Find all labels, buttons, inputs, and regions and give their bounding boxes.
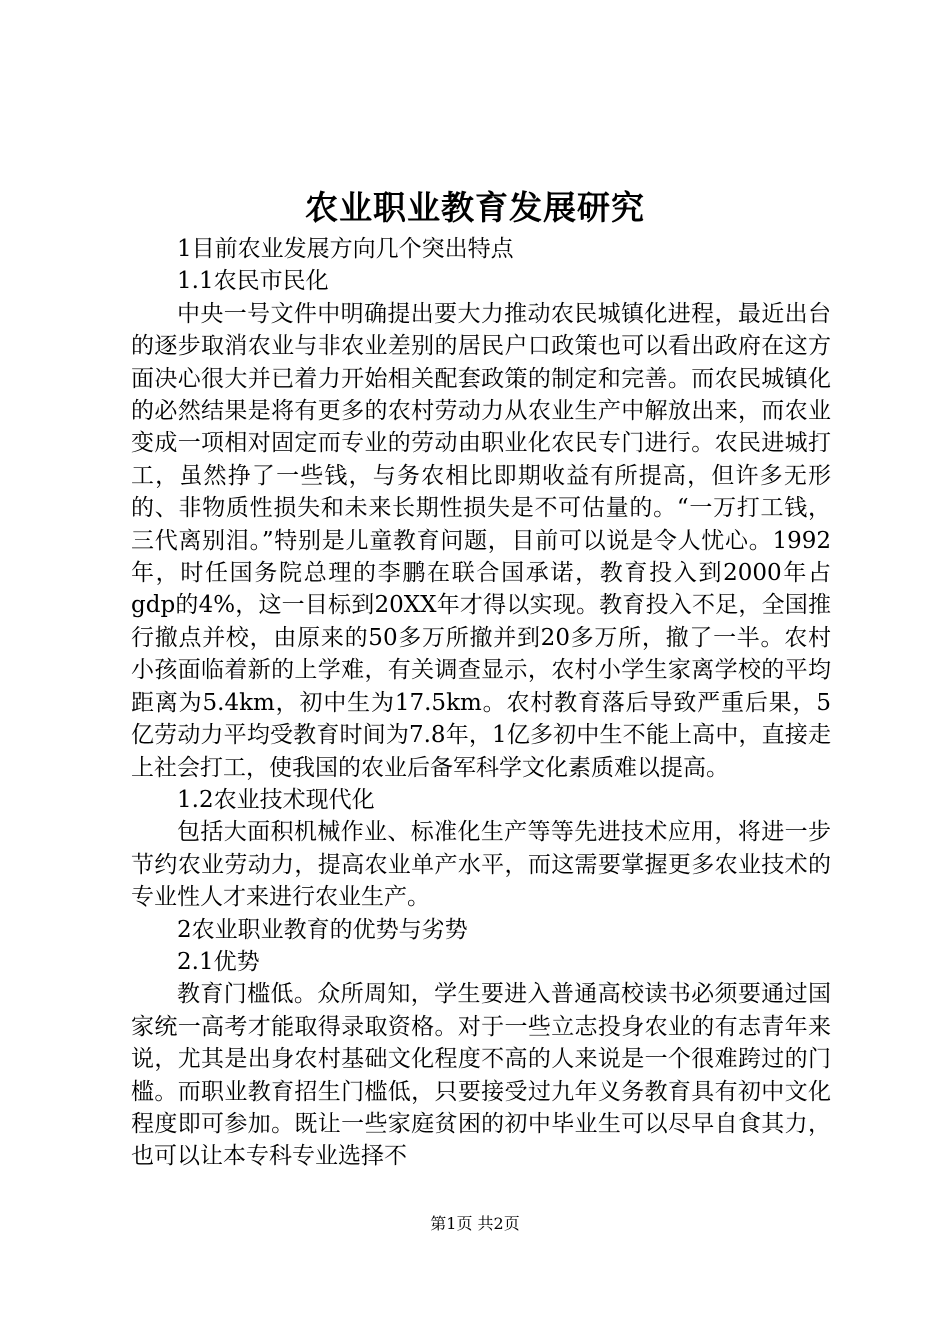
section-heading-1-2: 1.2农业技术现代化: [177, 786, 375, 813]
section-heading-1-1: 1.1农民市民化: [177, 268, 329, 295]
section-heading-2: 2农业职业教育的优势与劣势: [177, 916, 468, 943]
paragraph-advantages: 教育门槛低。众所周知，学生要进入普通高校读书必须要通过国家统一高考才能取得录取资格。对于一些立志投身农业的有志青年来说，尤其是出身农村基础文化程度不高的人来说是一个很难跨过的门槛。而职业教育招生门槛低，只要接受过九年义务教育具有初中文化程度即可参加。既让一些家庭贫困的初中毕业生可以尽早自食其力，也可以让本专科专业选择不: [131, 981, 831, 1170]
paragraph-agri-tech: 包括大面积机械作业、标准化生产等等先进技术应用，将进一步节约农业劳动力，提高农业单产水平，而这需要掌握更多农业技术的专业性人才来进行农业生产。: [131, 819, 831, 911]
page-footer: 第1页 共2页: [430, 1214, 520, 1233]
section-heading-2-1: 2.1优势: [177, 948, 260, 975]
document-body: [131, 233, 831, 1173]
document-title: 农业职业教育发展研究: [305, 188, 645, 227]
paragraph-farmer-urbanization: 中央一号文件中明确提出要大力推动农民城镇化进程，最近出台的逐步取消农业与非农业差别的居民户口政策也可以看出政府在这方面决心很大并已着力开始相关配套政策的制定和完善。而农民城镇化的必然结果是将有更多的农村劳动力从农业生产中解放出来，而农业变成一项相对固定而专业的劳动由职业化农民专门进行。农民进城打工，虽然挣了一些钱，与务农相比即期收益有所提高，但许多无形的、非物质性损失和未来长期性损失是不可估量的。“一万打工钱，三代离别泪。”特别是儿童教育问题，目前可以说是令人忧心。1992年，时任国务院总理的李鹏在联合国承诺，教育投入到2000年占gdp的4%，这一目标到20XX年才得以实现。教育投入不足，全国推行撤点并校，由原来的50多万所撤并到20多万所，撤了一半。农村小孩面临着新的上学难，有关调查显示，农村小学生家离学校的平均距离为5.4km，初中生为17.5km。农村教育落后导致严重后果，5亿劳动力平均受教育时间为7.8年，1亿多初中生不能上高中，直接走上社会打工，使我国的农业后备军科学文化素质难以提高。: [131, 300, 831, 781]
section-heading-1: 1目前农业发展方向几个突出特点: [177, 236, 514, 262]
